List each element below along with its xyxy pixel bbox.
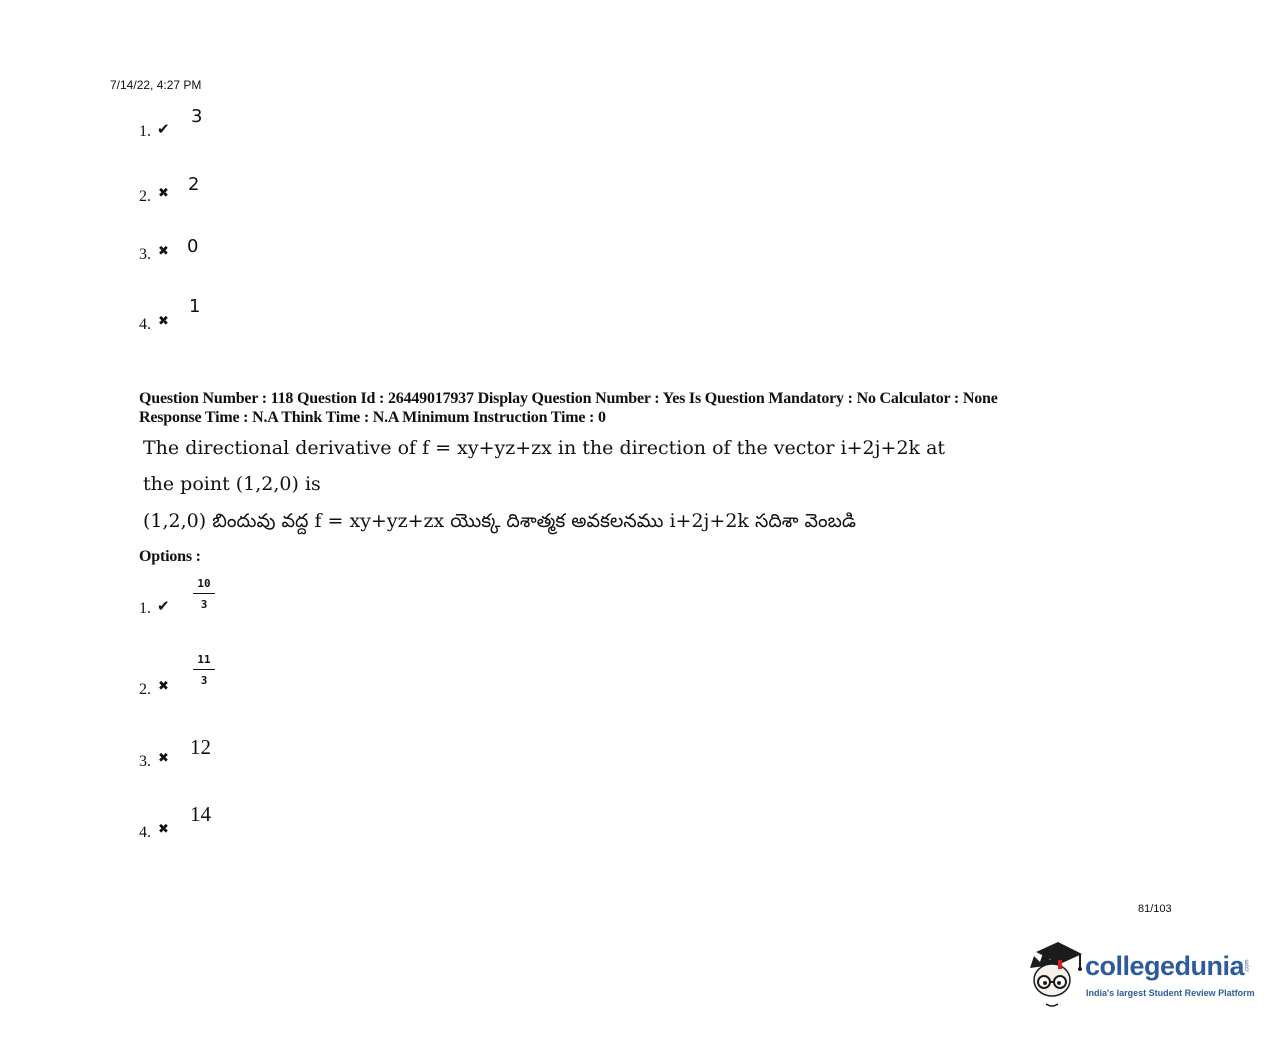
- fraction-numerator: 11: [193, 653, 215, 670]
- option-number: 3.: [139, 246, 151, 263]
- cross-icon: ✖: [158, 751, 169, 766]
- option-value: 1: [189, 296, 201, 317]
- logo-domain-suffix: .com: [1244, 959, 1251, 973]
- option-value: 12: [190, 735, 211, 759]
- question-text-line2: the point (1,2,0) is: [143, 473, 321, 495]
- cross-icon: ✖: [158, 822, 169, 837]
- print-timestamp: 7/14/22, 4:27 PM: [110, 78, 202, 92]
- logo-brand-name: collegedunia: [1085, 951, 1245, 981]
- option-number: 2.: [139, 188, 151, 205]
- question-meta-line1: Question Number : 118 Question Id : 26449017937 Display Question Number : Yes Is Question Mandatory : No Calculator : None: [139, 390, 998, 407]
- option-value: 2: [188, 174, 200, 195]
- fraction-denominator: 3: [200, 674, 208, 687]
- check-icon: ✔: [157, 120, 170, 138]
- fraction-numerator: 10: [193, 577, 215, 594]
- option-number: 2.: [139, 681, 151, 698]
- option-number: 4.: [139, 824, 151, 841]
- question-text-line1: The directional derivative of f = xy+yz+zx in the direction of the vector i+2j+2k at: [143, 437, 946, 459]
- question-meta-line2: Response Time : N.A Think Time : N.A Minimum Instruction Time : 0: [139, 409, 606, 426]
- option-number: 4.: [139, 316, 151, 333]
- cross-icon: ✖: [158, 314, 169, 329]
- cross-icon: ✖: [158, 186, 169, 201]
- fraction-denominator: 3: [200, 598, 208, 611]
- option-value: 3: [191, 106, 203, 127]
- page-number: 81/103: [1138, 903, 1172, 915]
- option-fraction: [193, 577, 215, 611]
- option-number: 1.: [139, 600, 151, 617]
- option-number: 1.: [139, 123, 151, 140]
- option-value: 0: [187, 236, 199, 257]
- option-value: 14: [190, 802, 211, 826]
- cross-icon: ✖: [158, 244, 169, 259]
- graduate-mascot-icon: [1022, 938, 1086, 1008]
- option-fraction: [193, 653, 215, 687]
- option-number: 3.: [139, 753, 151, 770]
- question-text-telugu: (1,2,0) బిందువు వద్ద f = xy+yz+zx యొక్క దిశాత్మక అవకలనము i+2j+2k సదిశా వెంబడి: [143, 510, 856, 532]
- options-label: Options :: [139, 548, 201, 565]
- logo-tagline: India's largest Student Review Platform: [1086, 988, 1255, 998]
- cross-icon: ✖: [158, 679, 169, 694]
- check-icon: ✔: [157, 597, 170, 615]
